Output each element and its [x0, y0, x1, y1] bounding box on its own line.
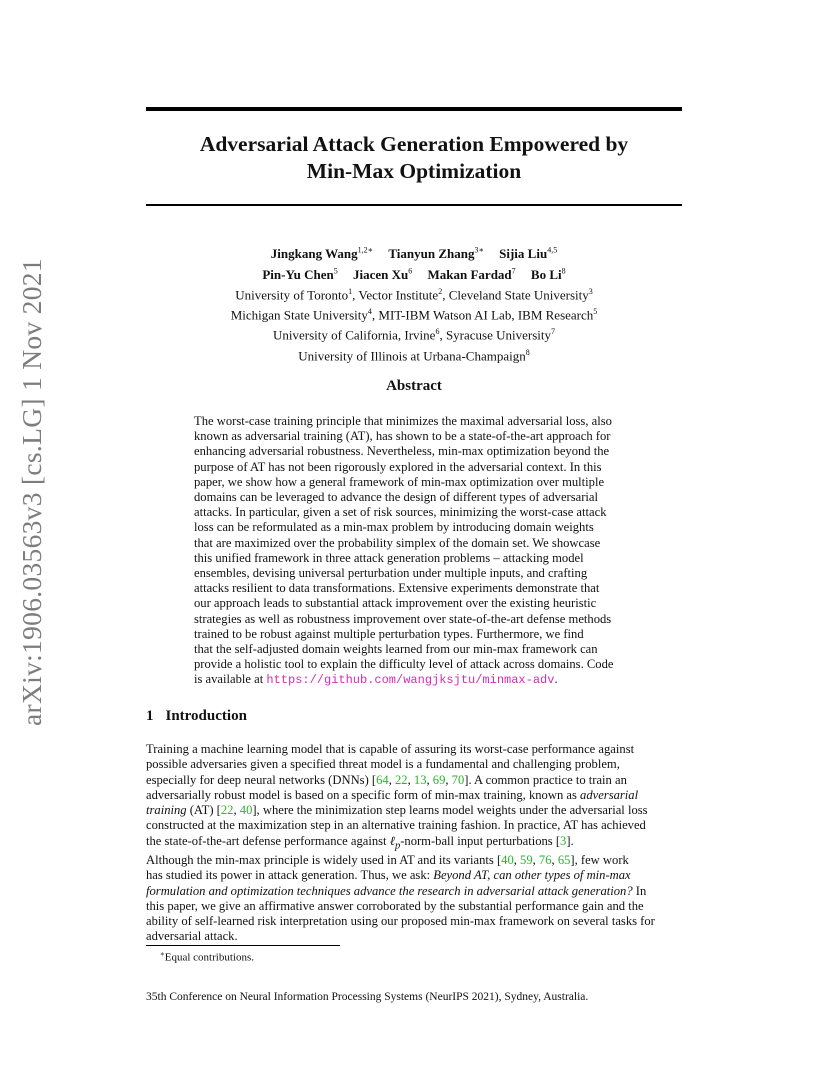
- citation-link[interactable]: 40: [501, 853, 514, 867]
- abstract-line: paper, we show how a general framework of min-max optimization over multiple: [194, 474, 605, 489]
- section-number: 1: [146, 708, 154, 724]
- author-block: [146, 242, 682, 364]
- abstract-line: provide a holistic tool to explain the difficulty level of attack across domains. Code: [194, 657, 614, 672]
- author-row-1: [146, 242, 682, 262]
- body-line: formulation and optimization techniques advance the research in adversarial attack generation? In: [146, 883, 647, 898]
- body-line: especially for deep neural networks (DNNs) [64, 22, 13, 69, 70]. A common practice to train an: [146, 772, 627, 787]
- author: Jiacen Xu$^6$: [353, 266, 413, 282]
- abstract-line: enhancing adversarial robustness. Nevertheless, min-max optimization beyond the: [194, 444, 610, 459]
- body-line: adversarial attack.: [146, 929, 238, 944]
- affiliation-line: University of California, Irvine$^6$, Syracuse University$^7$: [272, 327, 556, 343]
- footnote: ∗Equal contributions.: [160, 950, 254, 964]
- title-line-1: Adversarial Attack Generation Empowered by: [199, 132, 629, 156]
- body-line: Although the min-max principle is widely used in AT and its variants [40, 59, 76, 65], few work: [146, 853, 629, 867]
- author: Makan Fardad$^7$: [427, 266, 516, 282]
- author-row-2: [146, 262, 682, 282]
- abstract-line: that are maximized over the probability simplex of the domain set. We showcase: [194, 535, 601, 550]
- abstract-line: attacks. In particular, given a set of risk sources, minimizing the worst-case attack: [194, 505, 607, 520]
- abstract-line: loss can be reformulated as a min-max problem by introducing domain weights: [194, 520, 594, 535]
- citation-link[interactable]: 65: [557, 853, 571, 867]
- abstract-line: The worst-case training principle that minimizes the maximal adversarial loss, also: [194, 414, 612, 428]
- body-line: training (AT) [22, 40], where the minimization step learns model weights under the adversarial loss: [146, 803, 648, 818]
- section-heading-introduction: [146, 708, 247, 725]
- conference-note: 35th Conference on Neural Information Processing Systems (NeurIPS 2021), Sydney, Australia.: [146, 991, 589, 1003]
- abstract-line: strategies as well as robustness improvement over state-of-the-art defense methods: [194, 611, 612, 626]
- title-bottom-rule: [146, 204, 682, 206]
- body-line: adversarially robust model is based on a specific form of min-max training, known as adversarial: [146, 787, 639, 802]
- title-line-2: Min-Max Optimization: [306, 159, 522, 183]
- abstract-line: trained to be robust against multiple perturbation types. Furthermore, we find: [194, 626, 584, 641]
- body-line: constructed at the maximization step in an alternative training fashion. In practice, AT has achieved: [146, 818, 646, 833]
- body-line: Training a machine learning model that is capable of assuring its worst-case performance against: [146, 742, 635, 756]
- author: Bo Li$^8$: [530, 266, 566, 282]
- abstract-line: attacks resilient to data transformations. Extensive experiments demonstrate that: [194, 581, 600, 596]
- abstract-line: that the self-adjusted domain weights learned from our min-max framework can: [194, 642, 598, 657]
- abstract-line: ensembles, devising universal perturbation under multiple inputs, and crafting: [194, 566, 588, 581]
- footnote-rule: [146, 945, 340, 946]
- citation-link[interactable]: 76: [538, 853, 552, 867]
- abstract-line: domains can be leveraged to advance the design of different types of adversarial: [194, 490, 599, 505]
- citation-link[interactable]: 13: [413, 772, 427, 787]
- abstract-line: our approach leads to substantial attack improvement over the existing heuristic: [194, 596, 597, 611]
- citation-link[interactable]: 59: [520, 853, 533, 867]
- abstract-body: [194, 414, 634, 689]
- body-line: ability of self-learned risk interpretation using our proposed min-max framework on several tasks for: [146, 914, 655, 929]
- body-line: the state-of-the-art defense performance against ℓ$_p$-norm-ball input perturbations [3].: [146, 833, 574, 852]
- body-line: possible adversaries given a specified threat model is a fundamental and challenging problem,: [146, 757, 620, 772]
- author: Sijia Liu$^{4,5}$: [499, 246, 558, 262]
- author: Jingkang Wang$^{1,2∗}$: [270, 246, 374, 262]
- section-title: Introduction: [165, 708, 247, 724]
- affiliation-line: Michigan State University$^4$, MIT-IBM Watson AI Lab, IBM Research$^5$: [230, 306, 598, 323]
- code-link[interactable]: https://github.com/wangjksjtu/minmax-adv: [266, 673, 555, 688]
- arxiv-stamp: arXiv:1906.03563v3 [cs.LG] 1 Nov 2021: [16, 258, 47, 726]
- intro-paragraph-2: [146, 853, 686, 945]
- citation-link[interactable]: 70: [451, 772, 465, 787]
- abstract-heading: Abstract: [386, 378, 442, 394]
- abstract-line: is available at https://github.com/wangjksjtu/minmax-adv.: [194, 672, 558, 688]
- intro-paragraph-1: [146, 742, 686, 854]
- citation-link[interactable]: 64: [376, 772, 389, 787]
- citation-link[interactable]: 22: [220, 803, 234, 818]
- citation-link[interactable]: 22: [395, 772, 408, 787]
- citation-link[interactable]: 40: [239, 803, 253, 818]
- citation-link[interactable]: 69: [432, 772, 446, 787]
- affiliation-line: University of Toronto$^1$, Vector Institute$^2$, Cleveland State University$^3$: [235, 286, 593, 302]
- body-line: has studied its power in attack generation. Thus, we ask: Beyond AT, can other types of min-max: [146, 868, 631, 883]
- abstract-line: known as adversarial training (AT), has shown to be a state-of-the-art approach for: [194, 429, 611, 444]
- citation-link[interactable]: 3: [560, 833, 567, 848]
- body-line: this paper, we give an affirmative answer corroborated by the substantial performance gain and the: [146, 898, 644, 913]
- title-top-rule: [146, 107, 682, 111]
- paper-title: [146, 131, 682, 185]
- abstract-line: purpose of AT has not been rigorously explored in the adversarial context. In this: [194, 459, 602, 474]
- affiliation-line: University of Illinois at Urbana-Champaign$^8$: [298, 347, 530, 363]
- author: Tianyun Zhang$^{3∗}$: [388, 246, 484, 262]
- author: Pin-Yu Chen$^5$: [262, 266, 338, 282]
- abstract-line: this unified framework in three attack generation problems – attacking model: [194, 550, 584, 565]
